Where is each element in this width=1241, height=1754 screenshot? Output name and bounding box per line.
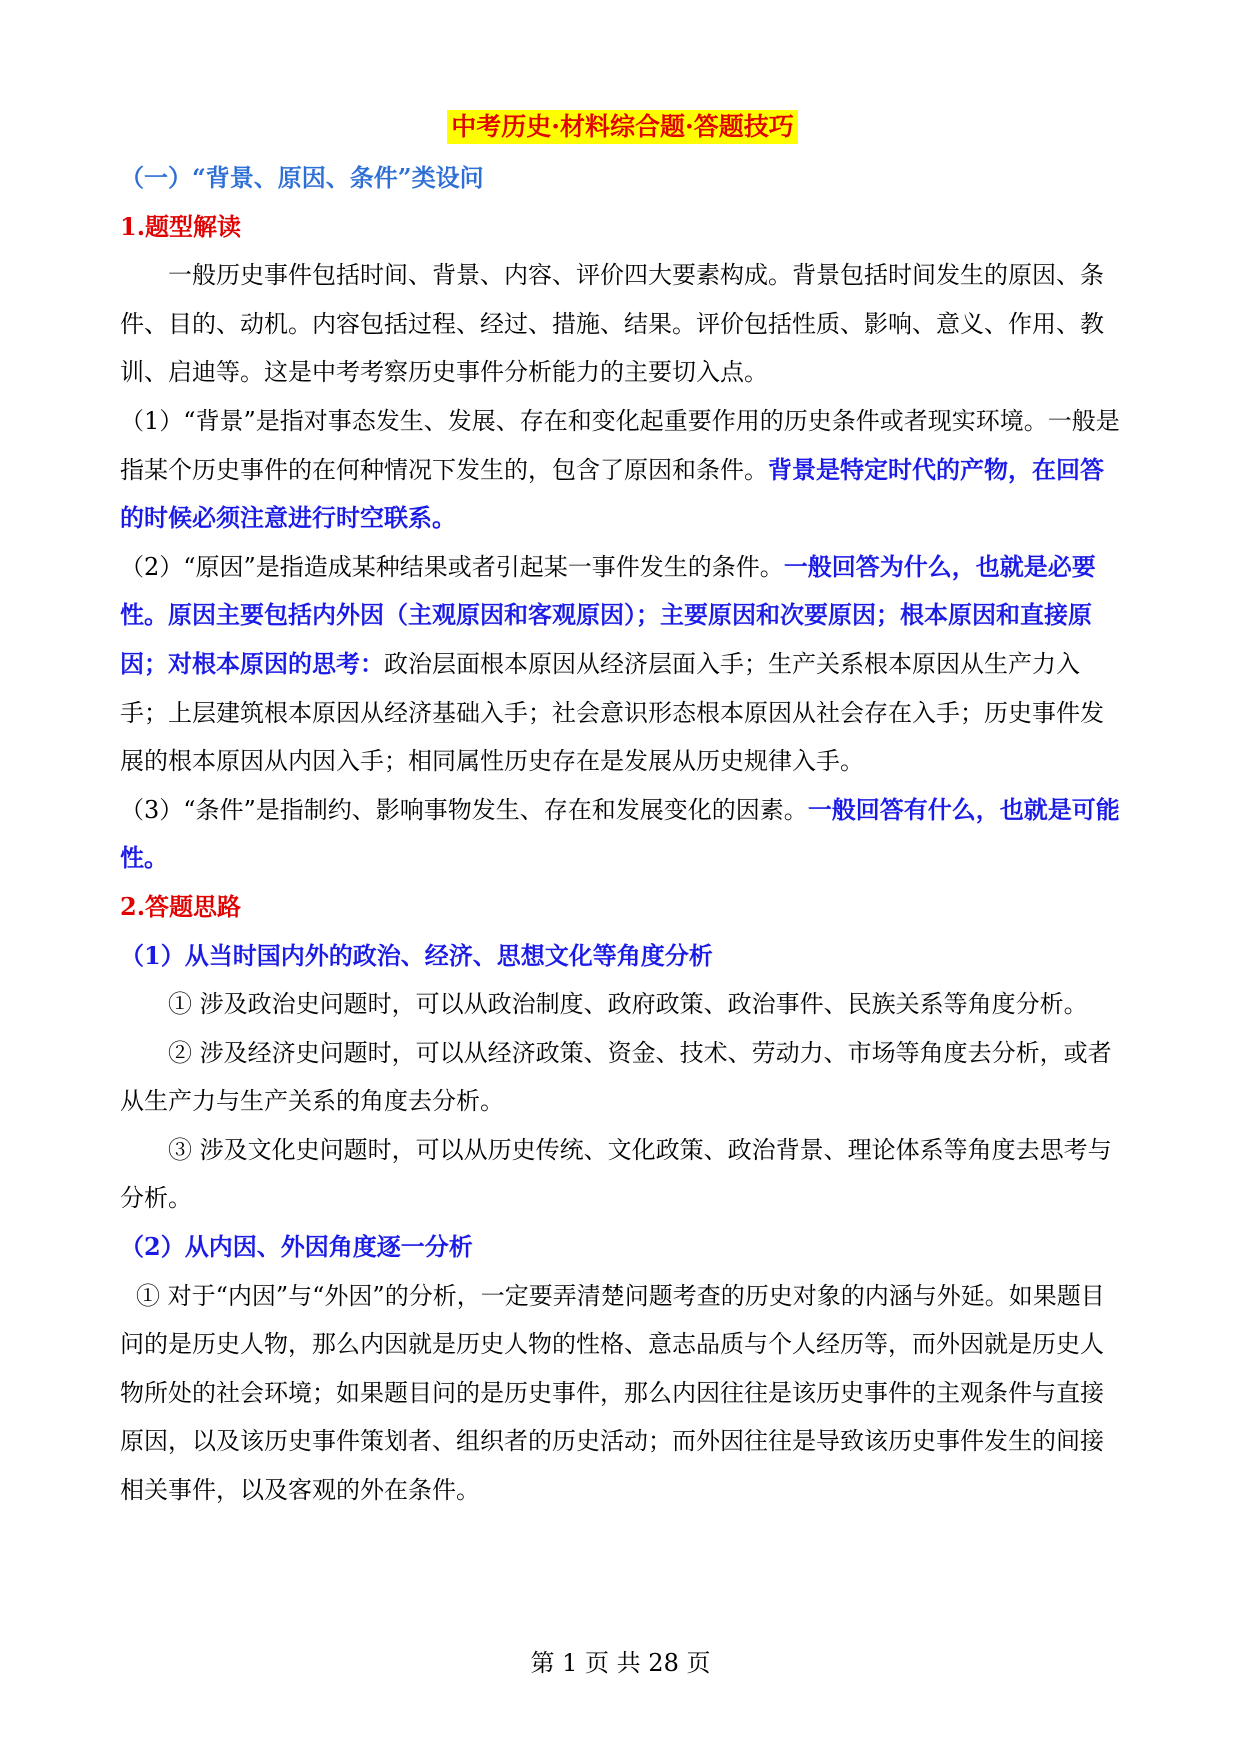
- subsection-heading-1: 1.题型解读: [120, 211, 242, 241]
- background-emphasis: 背景是特定时代的产物，在回答的时候必须注意进行时空联系。: [120, 454, 1104, 533]
- section-heading: （一）“背景、原因、条件”类设问: [120, 163, 484, 192]
- paragraph-condition: [120, 786, 1125, 883]
- subsection-heading-2: 2.答题思路: [120, 891, 242, 921]
- paragraph-background: [120, 397, 1125, 543]
- approach-heading-2: （2）从内因、外因角度逐一分析: [120, 1232, 473, 1262]
- document-page: [120, 110, 1125, 1515]
- approach-heading-1: （1）从当时国内外的政治、经济、思想文化等角度分析: [120, 940, 713, 970]
- approach-politics: ① 涉及政治史问题时，可以从政治制度、政府政策、政治事件、民族关系等角度分析。: [168, 990, 1088, 1019]
- reason-text: （2）“原因”是指造成某种结果或者引起某一事件发生的条件。: [120, 552, 784, 581]
- background-text: （1）“背景”是指对事态发生、发展、存在和变化起重要作用的历史条件或者现实环境。一般是指某个历史事件的在何种情况下发生的，包含了原因和条件。: [120, 406, 1120, 484]
- reason-rest: 政治层面根本原因从经济层面入手；生产关系根本原因从生产力入手；上层建筑根本原因从经济基础入手；社会意识形态根本原因从社会存在入手；历史事件发展的根本原因从内因入手；相同属性历史存在是发展从历史规律入手。: [120, 649, 1104, 776]
- approach-economy: ② 涉及经济史问题时，可以从经济政策、资金、技术、劳动力、市场等角度去分析，或者从生产力与生产关系的角度去分析。: [120, 1038, 1112, 1116]
- condition-text: （3）“条件”是指制约、影响事物发生、存在和发展变化的因素。: [120, 795, 808, 824]
- paragraph-intro: 一般历史事件包括时间、背景、内容、评价四大要素构成。背景包括时间发生的原因、条件、目的、动机。内容包括过程、经过、措施、结果。评价包括性质、影响、意义、作用、教训、启迪等。这是中考考察历史事件分析能力的主要切入点。: [120, 261, 1104, 387]
- condition-emphasis: 一般回答有什么，也就是可能性。: [120, 794, 1120, 873]
- reason-emphasis: 一般回答为什么，也就是必要性。原因主要包括内外因（主观原因和客观原因）；主要原因和次要原因；根本原因和直接原因；对根本原因的思考：: [120, 551, 1096, 678]
- page-footer: 第 1 页 共 28 页: [530, 1649, 711, 1677]
- approach-culture: ③ 涉及文化史问题时，可以从历史传统、文化政策、政治背景、理论体系等角度去思考与分析。: [120, 1135, 1112, 1213]
- approach-internal-external: ① 对于“内因”与“外因”的分析，一定要弄清楚问题考查的历史对象的内涵与外延。如果题目问的是历史人物，那么内因就是历史人物的性格、意志品质与个人经历等，而外因就是历史人物所处的社会环境；如果题目问的是历史事件，那么内因往往是该历史事件的主观条件与直接原因，以及该历史事件策划者、组织者的历史活动；而外因往往是导致该历史事件发生的间接相关事件，以及客观的外在条件。: [120, 1281, 1105, 1505]
- document-title: 中考历史·材料综合题·答题技巧: [447, 110, 797, 144]
- paragraph-reason: [120, 543, 1125, 786]
- title-container: [120, 110, 1125, 154]
